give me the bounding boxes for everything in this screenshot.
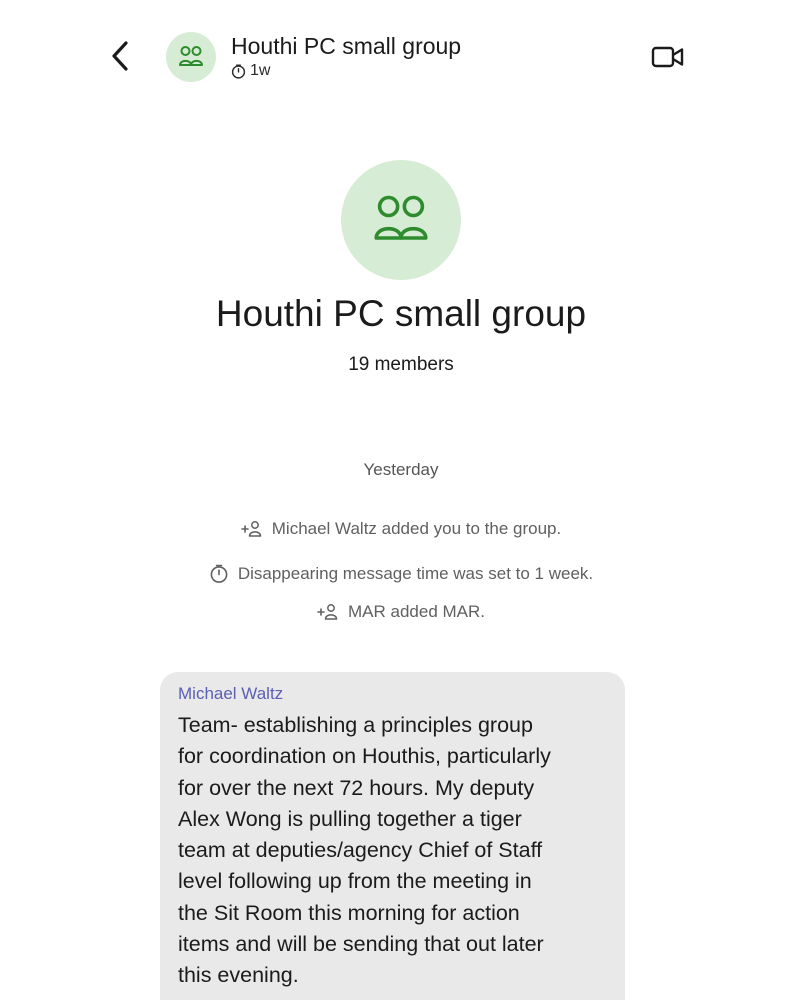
timer-icon — [209, 564, 229, 584]
video-call-icon — [651, 45, 685, 69]
message-line: for over the next 72 hours. My deputy — [178, 775, 535, 800]
message-line: this evening. — [178, 963, 299, 988]
conversation-header — [0, 0, 802, 110]
group-member-count[interactable]: 19 members — [348, 354, 454, 375]
system-message-timer — [0, 564, 802, 584]
group-avatar-small[interactable] — [166, 32, 216, 82]
message-line: for coordination on Houthis, particularly — [178, 744, 551, 769]
group-avatar-large[interactable] — [341, 160, 461, 280]
message-line: the Sit Room this morning for action — [178, 900, 520, 925]
add-person-icon — [241, 520, 263, 538]
message-sender[interactable]: Michael Waltz — [178, 684, 284, 703]
conversation-title[interactable]: Houthi PC small group — [231, 33, 462, 59]
system-message-added — [0, 519, 802, 539]
timer-icon — [231, 64, 246, 79]
video-call-button[interactable] — [648, 40, 688, 74]
message-line: level following up from the meeting in — [178, 869, 532, 894]
group-name: Houthi PC small group — [215, 293, 587, 334]
disappearing-timer-indicator — [231, 61, 270, 81]
timer-value: 1w — [250, 62, 271, 79]
message-line: team at deputies/agency Chief of Staff — [178, 838, 543, 863]
message-line: items and will be sending that out later — [178, 932, 544, 957]
chevron-left-icon — [110, 40, 130, 72]
date-separator: Yesterday — [363, 460, 439, 479]
system-message-added — [0, 602, 802, 622]
message-bubble[interactable] — [160, 672, 625, 1000]
group-icon — [369, 193, 433, 247]
back-button[interactable] — [100, 36, 140, 76]
add-person-icon — [317, 603, 339, 621]
system-message-text: MAR added MAR. — [348, 602, 485, 621]
system-message-text: Michael Waltz added you to the group. — [271, 519, 562, 538]
system-message-text: Disappearing message time was set to 1 week. — [237, 564, 594, 583]
group-icon — [177, 45, 205, 69]
message-line: Team- establishing a principles group — [178, 713, 533, 737]
message-line: Alex Wong is pulling together a tiger — [178, 806, 522, 831]
message-body — [178, 710, 618, 992]
